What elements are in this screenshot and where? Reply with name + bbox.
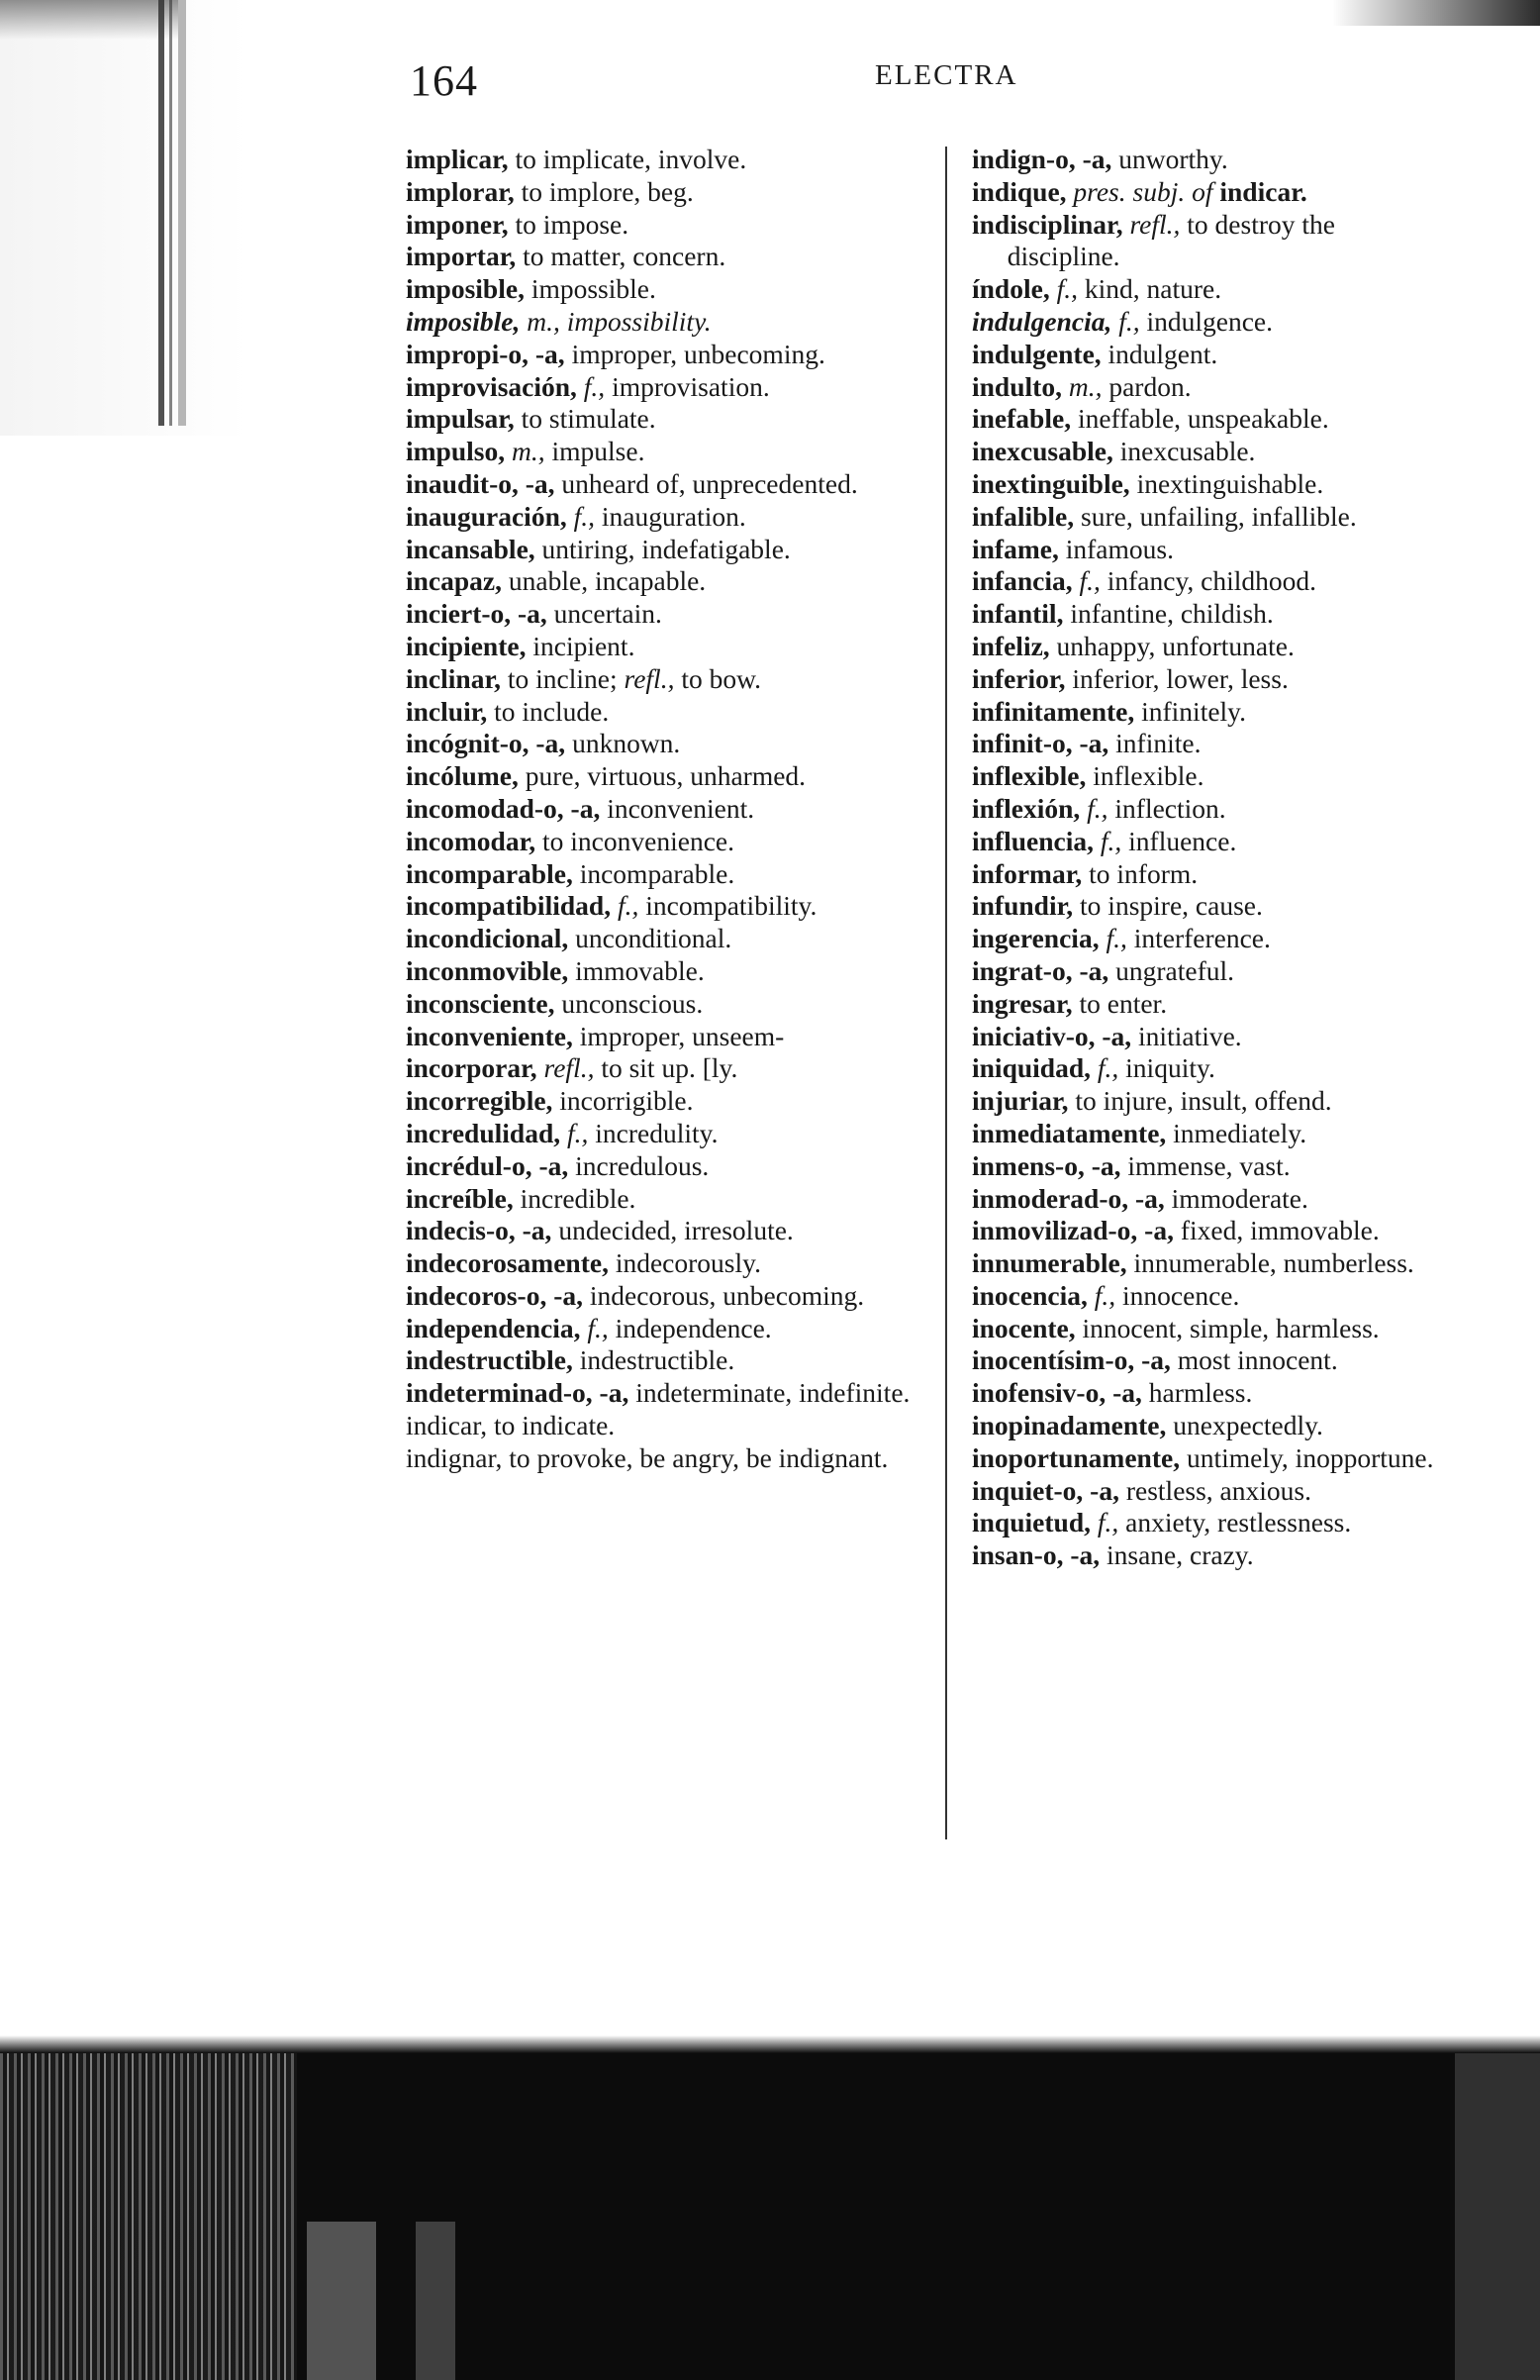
glossary-entry [972, 403, 1442, 436]
entry-definition: refl., [1129, 208, 1181, 240]
glossary-entry [972, 1118, 1442, 1150]
glossary-entry [972, 1021, 1442, 1053]
entry-definition: inflection. [1107, 792, 1226, 824]
entry-definition: inexcusable. [1112, 436, 1256, 467]
entry-definition: inconvenient. [600, 792, 755, 824]
entry-headword: inconsciente, [406, 987, 555, 1019]
scan-artifact-left [0, 0, 247, 436]
entry-headword: infame, [972, 533, 1059, 564]
entry-headword: innumerable, [972, 1247, 1127, 1279]
entry-definition: f., [566, 500, 596, 532]
scan-streak [178, 0, 186, 426]
entry-headword: incondicional, [406, 923, 569, 954]
entry-definition: incorrigible. [552, 1085, 694, 1117]
entry-definition: impossible. [524, 273, 656, 305]
entry-definition: infancy, childhood. [1100, 565, 1317, 597]
entry-definition: pres. subj. of [1066, 175, 1213, 207]
entry-definition: indecorous, unbecoming. [583, 1279, 865, 1311]
glossary-entry [406, 501, 930, 534]
entry-headword: indignar, [406, 1441, 503, 1473]
entry-headword: indulto, [972, 370, 1062, 402]
entry-definition: iniquity. [1118, 1052, 1215, 1084]
entry-definition: ungrateful. [1108, 954, 1235, 986]
entry-definition: to provoke, be angry, be indignant. [502, 1441, 889, 1473]
entry-headword: inconveniente, [406, 1020, 573, 1051]
entry-definition: to injure, insult, offend. [1068, 1085, 1332, 1117]
entry-definition: to implore, beg. [514, 175, 694, 207]
glossary-entry [406, 371, 930, 404]
entry-headword: ingresar, [972, 987, 1073, 1019]
scan-artifact-bar [416, 2222, 455, 2380]
entry-definition: to stimulate. [514, 403, 656, 435]
entry-definition: m., [1061, 370, 1103, 402]
entry-definition: improvisation. [605, 370, 770, 402]
entry-definition: improper, unbecoming. [564, 338, 825, 369]
entry-definition: incredulous. [568, 1149, 710, 1181]
entry-definition: f., [1080, 792, 1108, 824]
entry-headword: inferior, [972, 662, 1066, 694]
entry-definition: fixed, immovable. [1173, 1215, 1380, 1246]
glossary-entry [406, 923, 930, 955]
glossary-entry [406, 1410, 930, 1442]
entry-headword: incredulidad, [406, 1117, 561, 1148]
entry-definition: to sit up. [ly. [594, 1052, 738, 1084]
entry-headword: inofensiv-o, -a, [972, 1377, 1142, 1409]
entry-definition: to inspire, cause. [1073, 890, 1263, 922]
entry-headword: índole, [972, 273, 1050, 305]
glossary-entry [972, 144, 1442, 176]
entry-definition: refl., [624, 662, 675, 694]
entry-headword: importar, [406, 241, 517, 272]
entry-definition: f., [1087, 1279, 1116, 1311]
entry-definition [537, 1052, 544, 1083]
entry-definition: f., [1091, 1052, 1119, 1084]
entry-definition: unhappy, unfortunate. [1049, 630, 1295, 661]
entry-definition: indecorously. [608, 1247, 761, 1279]
entry-headword: impulsar, [406, 403, 515, 435]
glossary-entry [972, 826, 1442, 858]
entry-headword: inmovilizad-o, -a, [972, 1215, 1174, 1246]
entry-headword: indique, [972, 175, 1067, 207]
entry-definition: insane, crazy. [1100, 1539, 1254, 1571]
entry-headword: infundir, [972, 890, 1074, 922]
entry-definition: inflexible. [1086, 760, 1204, 792]
entry-definition: indestructible. [572, 1344, 735, 1376]
entry-definition: undecided, irresolute. [551, 1215, 794, 1246]
glossary-entry [406, 1280, 930, 1313]
glossary-entry [406, 728, 930, 760]
entry-headword: injuriar, [972, 1085, 1069, 1117]
entry-headword: ingrat-o, -a, [972, 954, 1109, 986]
entry-definition: pure, virtuous, unharmed. [518, 760, 807, 792]
entry-definition: unable, incapable. [502, 565, 707, 597]
glossary-entry [972, 1410, 1442, 1442]
glossary-entry [406, 534, 930, 566]
entry-definition: innumerable, numberless. [1126, 1247, 1414, 1279]
entry-headword: incapaz, [406, 565, 503, 597]
entry-headword: improvisación, [406, 370, 577, 402]
entry-headword: infinitamente, [972, 695, 1135, 727]
entry-headword: inciert-o, -a, [406, 598, 547, 630]
entry-definition: f., [576, 370, 606, 402]
entry-headword: ingerencia, [972, 923, 1100, 954]
glossary-entry [406, 955, 930, 988]
glossary-entry [406, 273, 930, 306]
entry-definition: influence. [1121, 825, 1237, 856]
glossary-entry [972, 1280, 1442, 1313]
entry-headword: inoportunamente, [972, 1441, 1181, 1473]
scan-streak [158, 0, 164, 426]
entry-definition: unworthy. [1111, 144, 1228, 174]
entry-definition: restless, anxious. [1118, 1474, 1311, 1506]
glossary-entry [972, 176, 1442, 209]
entry-definition: incredulity. [588, 1117, 719, 1148]
entry-definition: infantine, childish. [1063, 598, 1274, 630]
glossary-entry [406, 339, 930, 371]
entry-definition: incipient. [526, 630, 635, 661]
entry-definition: uncertain. [546, 598, 662, 630]
glossary-entry [406, 1442, 930, 1475]
glossary-entry [972, 339, 1442, 371]
entry-definition: to incline; [501, 662, 625, 694]
entry-definition: infinite. [1108, 728, 1202, 759]
entry-definition: indulgence. [1139, 305, 1274, 337]
entry-headword: inocente, [972, 1312, 1076, 1343]
glossary-entry [972, 631, 1442, 663]
entry-definition: unheard of, unprecedented. [554, 467, 858, 499]
entry-definition: unconditional. [568, 923, 732, 954]
glossary-entry [406, 760, 930, 793]
glossary-entry [406, 176, 930, 209]
glossary-entry [406, 1377, 930, 1410]
entry-definition: inextinguishable. [1129, 467, 1324, 499]
entry-definition: inauguration. [595, 500, 746, 532]
entry-headword: inflexible, [972, 760, 1087, 792]
entry-definition: incredible. [513, 1182, 636, 1214]
entry-definition: to inform. [1082, 857, 1199, 889]
entry-headword: imponer, [406, 208, 509, 240]
entry-headword: iniquidad, [972, 1052, 1092, 1084]
glossary-entry [972, 858, 1442, 891]
entry-definition: most innocent. [1170, 1344, 1338, 1376]
glossary-entry [972, 923, 1442, 955]
glossary-entry [972, 534, 1442, 566]
glossary-entry [406, 696, 930, 729]
entry-definition: f., [1072, 565, 1101, 597]
page-number: 164 [410, 56, 478, 105]
entry-headword: indulgente, [972, 338, 1102, 369]
entry-definition: impulse. [544, 436, 645, 467]
entry-definition: to include. [487, 695, 610, 727]
glossary-column-left [406, 144, 930, 1475]
entry-headword: inaudit-o, -a, [406, 467, 555, 499]
entry-definition: incomparable. [572, 857, 735, 889]
glossary-entry [406, 1313, 930, 1345]
glossary-entry [972, 1215, 1442, 1247]
glossary-entry [406, 890, 930, 923]
glossary-entry [406, 1150, 930, 1183]
entry-definition: immovable. [568, 954, 705, 986]
running-title: ELECTRA [875, 59, 1018, 91]
entry-headword: infinit-o, -a, [972, 728, 1109, 759]
entry-definition: indulgent. [1101, 338, 1218, 369]
entry-definition: interference. [1126, 923, 1271, 954]
entry-headword: incompatibilidad, [406, 890, 612, 922]
entry-definition: incompatibility. [638, 890, 818, 922]
entry-definition: kind, nature. [1077, 273, 1222, 305]
glossary-entry [406, 858, 930, 891]
entry-headword: indeterminad-o, -a, [406, 1377, 629, 1409]
entry-headword: infalible, [972, 500, 1075, 532]
entry-headword: indulgencia, [972, 305, 1112, 337]
entry-definition: untiring, indefatigable. [534, 533, 791, 564]
entry-definition: to impose. [508, 208, 629, 240]
entry-definition: initiative. [1131, 1020, 1242, 1051]
glossary-entry [406, 1344, 930, 1377]
glossary-entry [406, 598, 930, 631]
glossary-entry [406, 403, 930, 436]
entry-headword: indecis-o, -a, [406, 1215, 552, 1246]
glossary-entry [972, 955, 1442, 988]
glossary-entry [406, 565, 930, 598]
scan-artifact-fade [0, 2035, 1540, 2053]
entry-headword: increíble, [406, 1182, 514, 1214]
entry-definition: infamous. [1058, 533, 1174, 564]
entry-headword: indisciplinar, [972, 208, 1123, 240]
glossary-column-right [972, 144, 1442, 1572]
glossary-entry [972, 663, 1442, 696]
entry-definition: f., [560, 1117, 589, 1148]
glossary-entry [406, 793, 930, 826]
entry-headword: incólume, [406, 760, 519, 792]
glossary-entry [972, 1539, 1442, 1572]
entry-headword: inclinar, [406, 662, 502, 694]
entry-headword: indicar, [406, 1410, 488, 1441]
entry-headword: incansable, [406, 533, 535, 564]
entry-headword: implicar, [406, 144, 509, 174]
entry-definition: indeterminate, indefinite. [628, 1377, 911, 1409]
glossary-entry [972, 273, 1442, 306]
entry-definition: independence. [608, 1312, 772, 1343]
entry-headword: inquietud, [972, 1507, 1091, 1538]
entry-headword: inflexión, [972, 792, 1081, 824]
entry-definition: to destroy the discipline. [1007, 208, 1335, 272]
glossary-entry [972, 793, 1442, 826]
glossary-entry [406, 1118, 930, 1150]
entry-headword: independencia, [406, 1312, 581, 1343]
entry-headword: inconmovible, [406, 954, 569, 986]
entry-headword: incorregible, [406, 1085, 553, 1117]
entry-definition: f., [1049, 273, 1078, 305]
entry-definition: to bow. [674, 662, 762, 694]
entry-definition: f., [611, 890, 639, 922]
glossary-entry [972, 598, 1442, 631]
entry-headword: inmediatamente, [972, 1117, 1167, 1148]
entry-definition: ineffable, unspeakable. [1071, 403, 1329, 435]
glossary-entry [972, 1052, 1442, 1085]
glossary-entry [972, 1247, 1442, 1280]
entry-definition: unconscious. [554, 987, 704, 1019]
entry-definition: f., [580, 1312, 609, 1343]
scan-streak [169, 0, 172, 426]
glossary-entry [972, 306, 1442, 339]
scan-artifact-bottom [0, 2053, 1540, 2380]
scan-artifact-bar [307, 2222, 376, 2380]
entry-headword: indign-o, -a, [972, 144, 1112, 174]
entry-headword: implorar, [406, 175, 515, 207]
entry-headword: inexcusable, [972, 436, 1113, 467]
glossary-entry [972, 565, 1442, 598]
entry-headword: incomparable, [406, 857, 573, 889]
entry-headword: impropi-o, -a, [406, 338, 565, 369]
glossary-entry [972, 1183, 1442, 1216]
entry-headword: inextinguible, [972, 467, 1130, 499]
entry-definition: immense, vast. [1120, 1149, 1291, 1181]
glossary-entry [406, 826, 930, 858]
glossary-entry [406, 144, 930, 176]
entry-headword: incluir, [406, 695, 488, 727]
entry-definition: unknown. [565, 728, 681, 759]
glossary-entry [972, 371, 1442, 404]
entry-definition: infinitely. [1134, 695, 1247, 727]
entry-definition: f., [1094, 825, 1122, 856]
entry-definition: innocent, simple, harmless. [1075, 1312, 1380, 1343]
entry-definition: inmediately. [1166, 1117, 1307, 1148]
glossary-entry [972, 468, 1442, 501]
entry-definition: to inconvenience. [535, 825, 734, 856]
glossary-entry [972, 1475, 1442, 1508]
glossary-entry [972, 988, 1442, 1021]
entry-headword: infancia, [972, 565, 1073, 597]
entry-headword: inquiet-o, -a, [972, 1474, 1119, 1506]
entry-headword: incomodar, [406, 825, 536, 856]
entry-headword: inocentísim-o, -a, [972, 1344, 1171, 1376]
entry-definition: pardon. [1102, 370, 1192, 402]
entry-definition: m., impossibility. [520, 305, 712, 337]
entry-definition: harmless. [1141, 1377, 1253, 1409]
entry-definition: inferior, lower, less. [1065, 662, 1289, 694]
glossary-entry [406, 1085, 930, 1118]
entry-definition: f., [1111, 305, 1140, 337]
entry-headword: imposible, [406, 305, 521, 337]
glossary-entry [406, 1021, 930, 1053]
entry-headword: incrédul-o, -a, [406, 1149, 569, 1181]
entry-headword: infantil, [972, 598, 1064, 630]
entry-headword: impulso, [406, 436, 506, 467]
entry-definition: innocence. [1115, 1279, 1240, 1311]
glossary-entry [972, 1507, 1442, 1539]
entry-headword: indecoros-o, -a, [406, 1279, 583, 1311]
scan-artifact-noise [0, 2053, 297, 2380]
glossary-entry [406, 988, 930, 1021]
entry-headword: incorporar, [406, 1052, 537, 1084]
scan-artifact-bar [1455, 2053, 1540, 2380]
entry-definition: to indicate. [487, 1410, 616, 1441]
glossary-entry [972, 1442, 1442, 1475]
entry-headword: iniciativ-o, -a, [972, 1020, 1132, 1051]
entry-definition: to matter, concern. [516, 241, 726, 272]
entry-definition: anxiety, restlessness. [1118, 1507, 1352, 1538]
entry-definition: indicar. [1219, 175, 1307, 207]
entry-definition: immoderate. [1164, 1182, 1308, 1214]
entry-headword: inopinadamente, [972, 1410, 1167, 1441]
entry-definition: to implicate, involve. [508, 144, 747, 174]
entry-headword: informar, [972, 857, 1083, 889]
entry-headword: indestructible, [406, 1344, 573, 1376]
entry-definition: unexpectedly. [1166, 1410, 1323, 1441]
glossary-entry [406, 306, 930, 339]
column-divider [945, 147, 947, 1839]
entry-headword: inocencia, [972, 1279, 1088, 1311]
glossary-entry [406, 1247, 930, 1280]
entry-headword: inauguración, [406, 500, 567, 532]
entry-definition: f., [1091, 1507, 1119, 1538]
entry-headword: inmoderad-o, -a, [972, 1182, 1165, 1214]
glossary-entry [406, 468, 930, 501]
glossary-entry [406, 1183, 930, 1216]
entry-headword: infeliz, [972, 630, 1050, 661]
glossary-entry [406, 209, 930, 242]
glossary-entry [406, 1215, 930, 1247]
entry-definition: m., [505, 436, 545, 467]
glossary-entry [972, 1313, 1442, 1345]
entry-headword: insan-o, -a, [972, 1539, 1101, 1571]
entry-definition: sure, unfailing, infallible. [1074, 500, 1357, 532]
entry-headword: incipiente, [406, 630, 527, 661]
entry-headword: incomodad-o, -a, [406, 792, 601, 824]
entry-definition: f., [1099, 923, 1127, 954]
glossary-entry [406, 1052, 930, 1085]
entry-headword: inmens-o, -a, [972, 1149, 1121, 1181]
entry-definition: to enter. [1072, 987, 1168, 1019]
scan-artifact-top-corner [0, 0, 178, 40]
glossary-entry [406, 631, 930, 663]
glossary-entry [972, 1150, 1442, 1183]
entry-definition: improper, unseem- [572, 1020, 785, 1051]
entry-headword: imposible, [406, 273, 525, 305]
entry-headword: inefable, [972, 403, 1072, 435]
entry-definition: untimely, inopportune. [1180, 1441, 1434, 1473]
glossary-entry [972, 209, 1442, 274]
glossary-entry [972, 1377, 1442, 1410]
glossary-entry [972, 436, 1442, 468]
glossary-entry [972, 1085, 1442, 1118]
entry-headword: influencia, [972, 825, 1094, 856]
glossary-entry [406, 241, 930, 273]
glossary-entry [972, 696, 1442, 729]
scan-artifact-right-corner [1332, 0, 1540, 26]
glossary-entry [972, 1344, 1442, 1377]
entry-definition: refl., [543, 1052, 595, 1084]
entry-headword: incógnit-o, -a, [406, 728, 566, 759]
entry-headword: indecorosamente, [406, 1247, 609, 1279]
glossary-entry [972, 760, 1442, 793]
glossary-entry [406, 663, 930, 696]
glossary-entry [972, 728, 1442, 760]
glossary-entry [972, 890, 1442, 923]
glossary-entry [406, 436, 930, 468]
glossary-entry [972, 501, 1442, 534]
